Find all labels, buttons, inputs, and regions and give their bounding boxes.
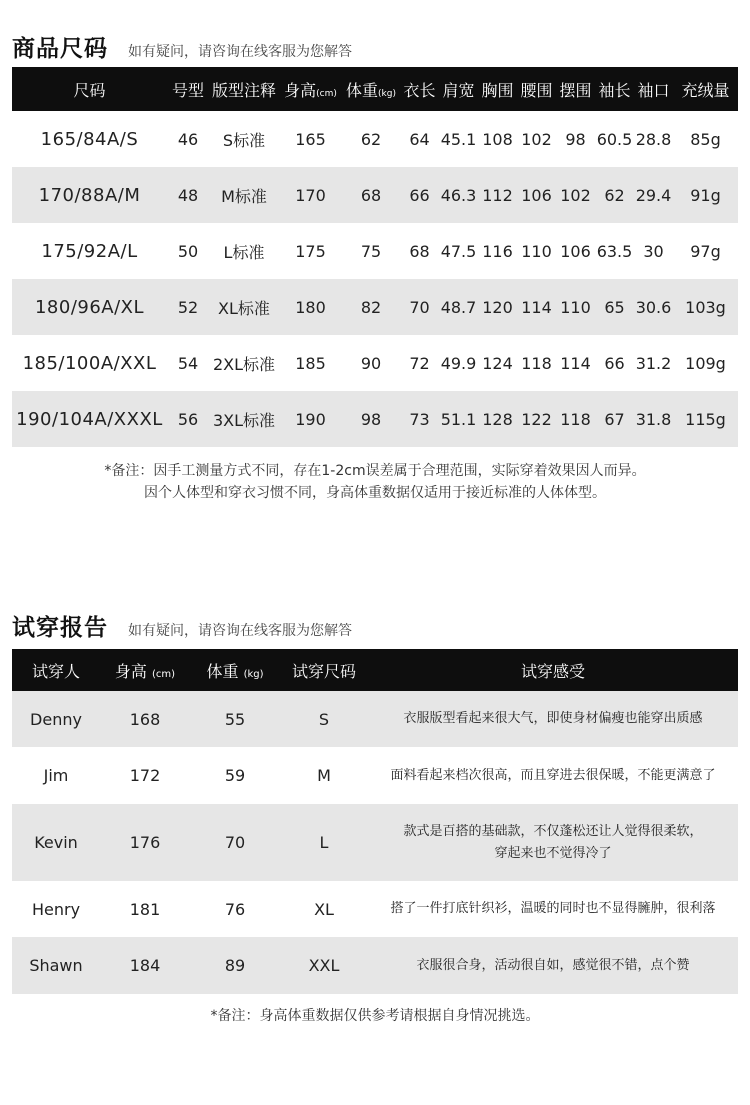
fit-feedback-line: 穿起来也不觉得冷了 xyxy=(494,845,612,861)
size-value-cell: 114 xyxy=(556,335,595,391)
fit-section-header xyxy=(12,609,352,642)
fit-feedback-line: 衣服版型看起来很大气，即使身材偏瘦也能穿出质感 xyxy=(403,711,703,726)
size-section-title: 商品尺码 xyxy=(12,36,108,62)
size-table-row xyxy=(12,223,738,279)
size-value-cell: 48 xyxy=(167,167,209,223)
fit-col-header: 试穿人 xyxy=(12,649,100,691)
size-value-cell: 106 xyxy=(517,167,556,223)
size-label-cell: 170/88A/M xyxy=(12,167,167,223)
size-note-line-1: *备注：因手工测量方式不同，存在1-2cm误差属于合理范围，实际穿着效果因人而异。 xyxy=(104,463,646,479)
size-value-cell: 54 xyxy=(167,335,209,391)
size-value-cell: 45.1 xyxy=(439,111,478,167)
size-value-cell: 28.8 xyxy=(634,111,673,167)
size-value-cell: 190 xyxy=(279,391,342,447)
size-table-row xyxy=(12,391,738,447)
fit-weight-cell: 70 xyxy=(190,804,280,881)
size-value-cell: 116 xyxy=(478,223,517,279)
size-value-cell: XL标准 xyxy=(209,279,279,335)
size-table xyxy=(12,67,738,447)
size-value-cell: 73 xyxy=(400,391,439,447)
size-table-row xyxy=(12,111,738,167)
size-value-cell: 48.7 xyxy=(439,279,478,335)
size-value-cell: 82 xyxy=(342,279,400,335)
size-value-cell: 122 xyxy=(517,391,556,447)
size-value-cell: 62 xyxy=(342,111,400,167)
size-value-cell: 47.5 xyxy=(439,223,478,279)
size-col-header: 版型注释 xyxy=(209,67,279,111)
size-col-header: 体重(kg) xyxy=(342,67,400,111)
fit-weight-cell: 76 xyxy=(190,881,280,937)
fit-feedback-cell xyxy=(368,937,738,994)
fit-name-cell: Kevin xyxy=(12,804,100,881)
size-value-cell: 52 xyxy=(167,279,209,335)
fit-weight-cell: 89 xyxy=(190,937,280,994)
size-value-cell: 118 xyxy=(556,391,595,447)
size-value-cell: 170 xyxy=(279,167,342,223)
size-value-cell: 102 xyxy=(517,111,556,167)
size-label-cell: 165/84A/S xyxy=(12,111,167,167)
fit-table-row xyxy=(12,937,738,994)
size-col-header: 号型 xyxy=(167,67,209,111)
size-value-cell: 3XL标准 xyxy=(209,391,279,447)
fit-height-cell: 184 xyxy=(100,937,190,994)
size-col-header: 肩宽 xyxy=(439,67,478,111)
fit-height-cell: 176 xyxy=(100,804,190,881)
fit-note: *备注：身高体重数据仅供参考请根据自身情况挑选。 xyxy=(210,1008,540,1024)
size-value-cell: 62 xyxy=(595,167,634,223)
fit-height-cell: 168 xyxy=(100,691,190,747)
size-col-header: 袖长 xyxy=(595,67,634,111)
size-value-cell: 108 xyxy=(478,111,517,167)
size-value-cell: 118 xyxy=(517,335,556,391)
size-value-cell: 165 xyxy=(279,111,342,167)
size-col-header: 衣长 xyxy=(400,67,439,111)
size-col-header: 袖口 xyxy=(634,67,673,111)
fit-col-header: 试穿尺码 xyxy=(280,649,368,691)
size-value-cell: 185 xyxy=(279,335,342,391)
size-value-cell: 65 xyxy=(595,279,634,335)
fit-table-row xyxy=(12,747,738,804)
fit-section-title: 试穿报告 xyxy=(12,615,108,641)
size-value-cell: 30 xyxy=(634,223,673,279)
size-value-cell: 31.8 xyxy=(634,391,673,447)
fit-table-row xyxy=(12,881,738,937)
size-value-cell: 110 xyxy=(517,223,556,279)
fit-col-header: 试穿感受 xyxy=(368,649,738,691)
size-value-cell: 30.6 xyxy=(634,279,673,335)
size-value-cell: 46.3 xyxy=(439,167,478,223)
size-value-cell: 75 xyxy=(342,223,400,279)
size-value-cell: S标准 xyxy=(209,111,279,167)
fit-size-cell: S xyxy=(280,691,368,747)
size-note-line-2: 因个人体型和穿衣习惯不同，身高体重数据仅适用于接近标准的人体体型。 xyxy=(144,485,606,501)
size-value-cell: 31.2 xyxy=(634,335,673,391)
size-value-cell: 49.9 xyxy=(439,335,478,391)
fit-section-subtitle: 如有疑问，请咨询在线客服为您解答 xyxy=(128,623,352,639)
size-value-cell: 97g xyxy=(673,223,738,279)
size-value-cell: 68 xyxy=(400,223,439,279)
fit-name-cell: Henry xyxy=(12,881,100,937)
size-value-cell: 56 xyxy=(167,391,209,447)
size-value-cell: L标准 xyxy=(209,223,279,279)
fit-weight-cell: 59 xyxy=(190,747,280,804)
size-value-cell: 68 xyxy=(342,167,400,223)
size-value-cell: 109g xyxy=(673,335,738,391)
size-label-cell: 190/104A/XXXL xyxy=(12,391,167,447)
size-value-cell: 85g xyxy=(673,111,738,167)
size-value-cell: 103g xyxy=(673,279,738,335)
fit-size-cell: L xyxy=(280,804,368,881)
fit-height-cell: 181 xyxy=(100,881,190,937)
size-table-row xyxy=(12,167,738,223)
size-value-cell: 60.5 xyxy=(595,111,634,167)
fit-report-table xyxy=(12,649,738,994)
size-col-header: 尺码 xyxy=(12,67,167,111)
fit-col-header: 身高 (cm) xyxy=(100,649,190,691)
size-value-cell: 66 xyxy=(400,167,439,223)
fit-table-row xyxy=(12,804,738,881)
fit-feedback-cell xyxy=(368,747,738,804)
size-value-cell: 115g xyxy=(673,391,738,447)
size-col-header: 腰围 xyxy=(517,67,556,111)
size-col-header: 摆围 xyxy=(556,67,595,111)
size-value-cell: 110 xyxy=(556,279,595,335)
size-value-cell: 120 xyxy=(478,279,517,335)
size-value-cell: 63.5 xyxy=(595,223,634,279)
fit-height-cell: 172 xyxy=(100,747,190,804)
size-col-header: 胸围 xyxy=(478,67,517,111)
fit-feedback-line: 衣服很合身，活动很自如，感觉很不错，点个赞 xyxy=(416,957,690,973)
size-table-row xyxy=(12,279,738,335)
size-value-cell: M标准 xyxy=(209,167,279,223)
fit-feedback-cell xyxy=(368,804,738,881)
fit-col-header: 体重 (kg) xyxy=(190,649,280,691)
fit-feedback-cell xyxy=(368,691,738,747)
fit-size-cell: M xyxy=(280,747,368,804)
size-col-header: 身高(cm) xyxy=(279,67,342,111)
size-value-cell: 72 xyxy=(400,335,439,391)
size-value-cell: 98 xyxy=(342,391,400,447)
fit-name-cell: Denny xyxy=(12,691,100,747)
size-value-cell: 124 xyxy=(478,335,517,391)
size-value-cell: 29.4 xyxy=(634,167,673,223)
size-value-cell: 67 xyxy=(595,391,634,447)
fit-feedback-line: 款式是百搭的基础款，不仅蓬松还让人觉得很柔软， xyxy=(403,823,703,839)
size-value-cell: 50 xyxy=(167,223,209,279)
fit-size-cell: XL xyxy=(280,881,368,937)
fit-table-header xyxy=(12,649,738,691)
fit-feedback-cell xyxy=(368,881,738,937)
fit-name-cell: Shawn xyxy=(12,937,100,994)
size-section-header xyxy=(12,30,352,63)
size-value-cell: 128 xyxy=(478,391,517,447)
size-value-cell: 175 xyxy=(279,223,342,279)
fit-name-cell: Jim xyxy=(12,747,100,804)
size-value-cell: 112 xyxy=(478,167,517,223)
fit-feedback-line: 面料看起来档次很高，而且穿进去很保暖，不能更满意了 xyxy=(390,767,716,783)
fit-weight-cell: 55 xyxy=(190,691,280,747)
size-table-header xyxy=(12,67,738,111)
size-value-cell: 66 xyxy=(595,335,634,391)
size-value-cell: 114 xyxy=(517,279,556,335)
size-label-cell: 185/100A/XXL xyxy=(12,335,167,391)
size-section-subtitle: 如有疑问，请咨询在线客服为您解答 xyxy=(128,44,352,60)
size-col-header: 充绒量 xyxy=(673,67,738,111)
size-value-cell: 2XL标准 xyxy=(209,335,279,391)
size-value-cell: 64 xyxy=(400,111,439,167)
fit-size-cell: XXL xyxy=(280,937,368,994)
fit-table-row xyxy=(12,691,738,747)
size-value-cell: 70 xyxy=(400,279,439,335)
size-table-row xyxy=(12,335,738,391)
size-note xyxy=(0,460,750,504)
size-value-cell: 180 xyxy=(279,279,342,335)
size-value-cell: 98 xyxy=(556,111,595,167)
size-value-cell: 46 xyxy=(167,111,209,167)
fit-feedback-line: 搭了一件打底针织衫，温暖的同时也不显得臃肿，很利落 xyxy=(390,901,716,916)
size-value-cell: 90 xyxy=(342,335,400,391)
size-value-cell: 102 xyxy=(556,167,595,223)
size-label-cell: 175/92A/L xyxy=(12,223,167,279)
size-value-cell: 106 xyxy=(556,223,595,279)
size-value-cell: 91g xyxy=(673,167,738,223)
size-label-cell: 180/96A/XL xyxy=(12,279,167,335)
size-value-cell: 51.1 xyxy=(439,391,478,447)
